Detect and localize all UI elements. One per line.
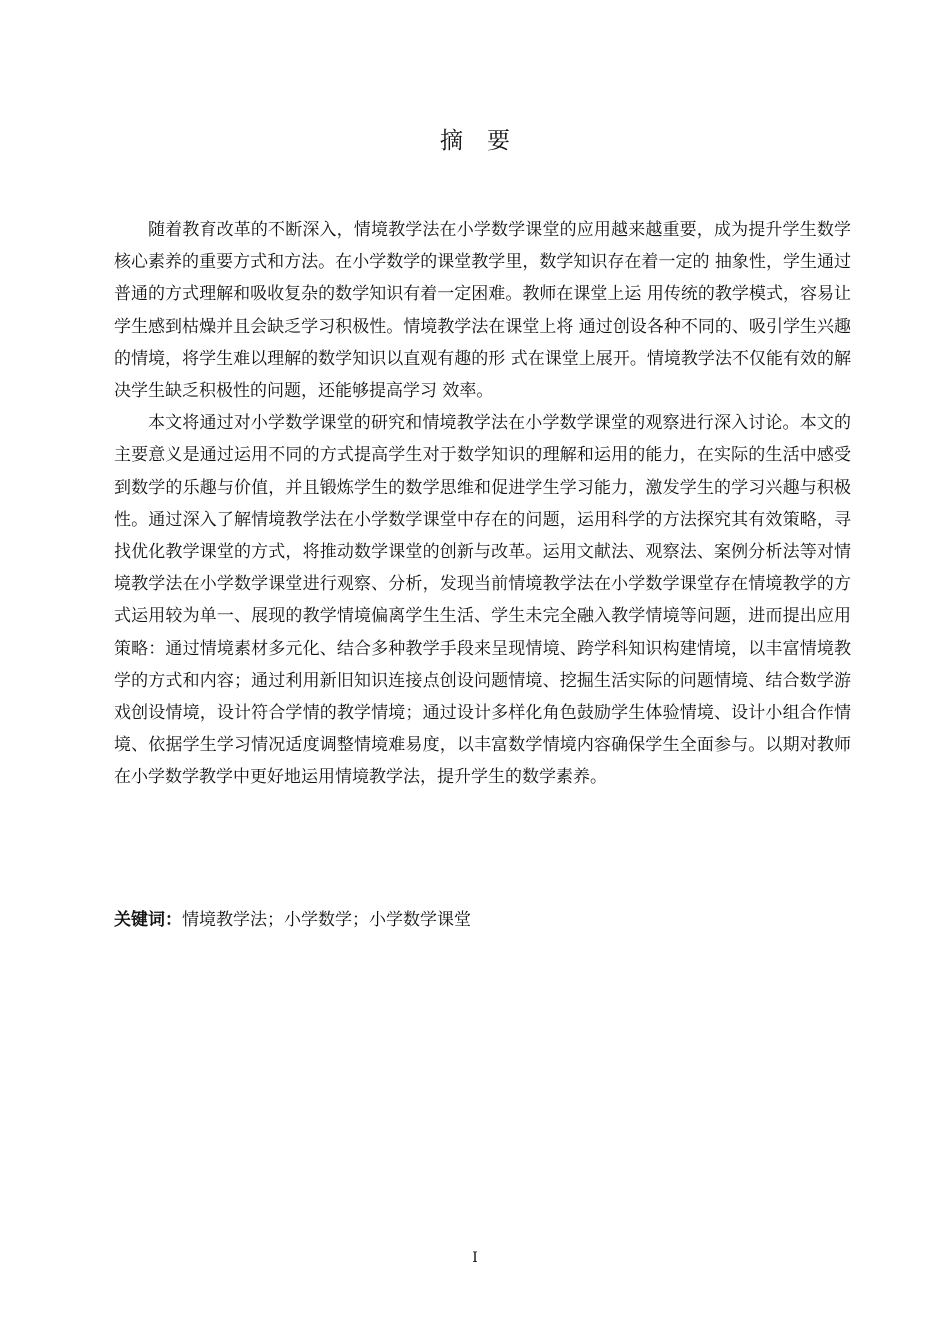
keywords-line (114, 904, 851, 936)
abstract-paragraph-2: 本文将通过对小学数学课堂的研究和情境教学法在小学数学课堂的观察进行深入讨论。本文的主要意义是通过运用不同的方式提高学生对于数学知识的理解和运用的能力，在实际的生活中感受到数学的乐趣与价值，并且锻炼学生的数学思维和促进学生学习能力，激发学生的学习兴趣与积极性。通过深入了解情境教学法在小学数学课堂中存在的问题，运用科学的方法探究其有效策略，寻找优化教学课堂的方式，将推动数学课堂的创新与改革。运用文献法、观察法、案例分析法等对情境教学法在小学数学课堂进行观察、分析，发现当前情境教学法在小学数学课堂存在情境教学的方式运用较为单一、展现的教学情境偏离学生生活、学生未完全融入教学情境等问题，进而提出应用策略：通过情境素材多元化、结合多种教学手段来呈现情境、跨学科知识构建情境，以丰富情境教学的方式和内容；通过利用新旧知识连接点创设问题情境、挖掘生活实际的问题情境、结合数学游戏创设情境，设计符合学情的教学情境；通过设计多样化角色鼓励学生体验情境、设计小组合作情境、依据学生学习情况适度调整情境难易度，以丰富数学情境内容确保学生全面参与。以期对教师在小学数学教学中更好地运用情境教学法，提升学生的数学素养。 (114, 413, 851, 788)
keywords-label: 关键词： (114, 910, 182, 930)
page-title: 摘要 (440, 128, 534, 154)
abstract-paragraph-1: 随着教育改革的不断深入，情境教学法在小学数学课堂的应用越来越重要，成为提升学生数学核心素养的重要方式和方法。在小学数学的课堂教学里，数学知识存在着一定的 抽象性，学生通过普通的方式理解和吸收复杂的数学知识有着一定困难。教师在课堂上运 用传统的教学模式，容易让学生感到枯燥并且会缺乏学习积极性。情境教学法在课堂上将 通过创设各种不同的、吸引学生兴趣的情境，将学生难以理解的数学知识以直观有趣的形 式在课堂上展开。情境教学法不仅能有效的解决学生缺乏积极性的问题，还能够提高学习 效率。 (114, 220, 851, 402)
keywords-value: 情境教学法；小学数学；小学数学课堂 (182, 910, 471, 930)
page-number: I (472, 1250, 478, 1266)
abstract-body (114, 214, 851, 794)
